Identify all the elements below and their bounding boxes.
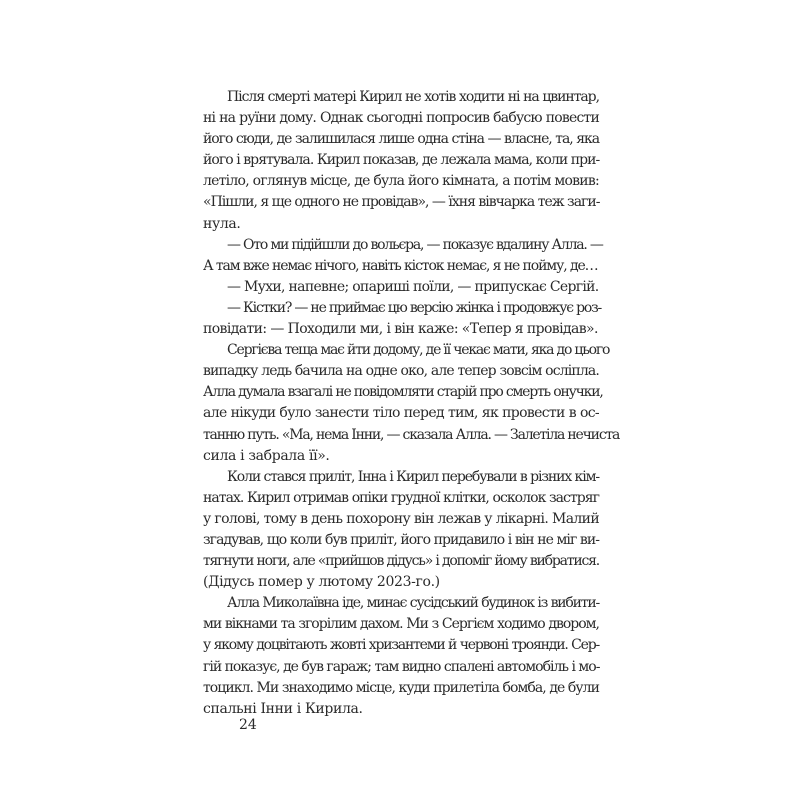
text-line: гій показує, де був гараж; там видно спалені автомобіль і мо- <box>203 658 600 675</box>
text-line: ми вікнами та згорілим дахом. Ми з Сергієм ходимо двором, <box>203 616 599 633</box>
text-line: випадку ледь бачила на одне око, але тепер зовсім осліпла. <box>203 363 599 380</box>
text-line: «Пішли, я ще одного не провідав», — їхня вівчарка теж заги- <box>203 194 600 211</box>
text-line: — Мухи, напевне; опариші поїли, — припускає Сергій. <box>227 278 599 295</box>
text-line: натах. Кирил отримав опіки грудної клітки, осколок застряг <box>203 489 599 506</box>
text-line: А там вже немає нічого, навіть кісток немає, я не пойму, де… <box>203 257 598 274</box>
text-line: повідати: — Походили ми, і він каже: «Тепер я провідав». <box>203 321 598 338</box>
text-line: у голові, тому в день похорону він лежав у лікарні. Малий <box>203 510 599 527</box>
page-number: 24 <box>239 717 257 733</box>
text-line: згадував, що коли був приліт, його придавило і він не міг ви- <box>203 531 599 548</box>
text-line: але нікуди було занести тіло перед тим, як провести в ос- <box>203 405 599 422</box>
text-line: тягнути ноги, але «прийшов дідусь» і допоміг йому вибратися. <box>203 553 599 570</box>
text-line: (Дідусь помер у лютому 2023-го.) <box>203 574 440 591</box>
text-line: його сюди, де залишилася лише одна стіна — власне, та, яка <box>203 131 599 148</box>
text-line: Сергієва теща має йти додому, де її чекає мати, яка до цього <box>227 342 610 359</box>
text-line: його і врятувала. Кирил показав, де лежала мама, коли при- <box>203 152 600 169</box>
text-line: нула. <box>203 215 241 232</box>
text-line: Коли стався приліт, Інна і Кирил перебували в різних кім- <box>227 468 599 485</box>
text-line: сила і забрала її». <box>203 447 330 464</box>
text-line: Алла думала взагалі не повідомляти старій про смерть онучки, <box>203 384 603 401</box>
text-line: спальні Інни і Кирила. <box>203 700 363 717</box>
text-line: Алла Миколаївна іде, минає сусідський будинок із вибити- <box>227 595 599 612</box>
text-line: Після смерті матері Кирил не хотів ходити ні на цвинтар, <box>227 89 599 105</box>
text-line: — Ото ми підійшли до вольєра, — показує вдалину Алла. — <box>227 236 603 253</box>
body-text <box>203 87 620 720</box>
text-line: — Кістки? — не приймає цю версію жінка і продовжує роз- <box>227 299 602 316</box>
text-line: танню путь. «Ма, нема Інни, — сказала Алла. — Залетіла нечиста <box>203 426 620 443</box>
text-line: летіло, оглянув місце, де була його кімната, а потім мовив: <box>203 173 599 190</box>
text-line: у якому доцвітають жовті хризантеми й червоні троянди. Сер- <box>203 637 599 654</box>
text-line: ні на руїни дому. Однак сьогодні попросив бабусю повести <box>203 110 599 127</box>
text-line: тоцикл. Ми знаходимо місце, куди прилетіла бомба, де були <box>203 679 599 696</box>
